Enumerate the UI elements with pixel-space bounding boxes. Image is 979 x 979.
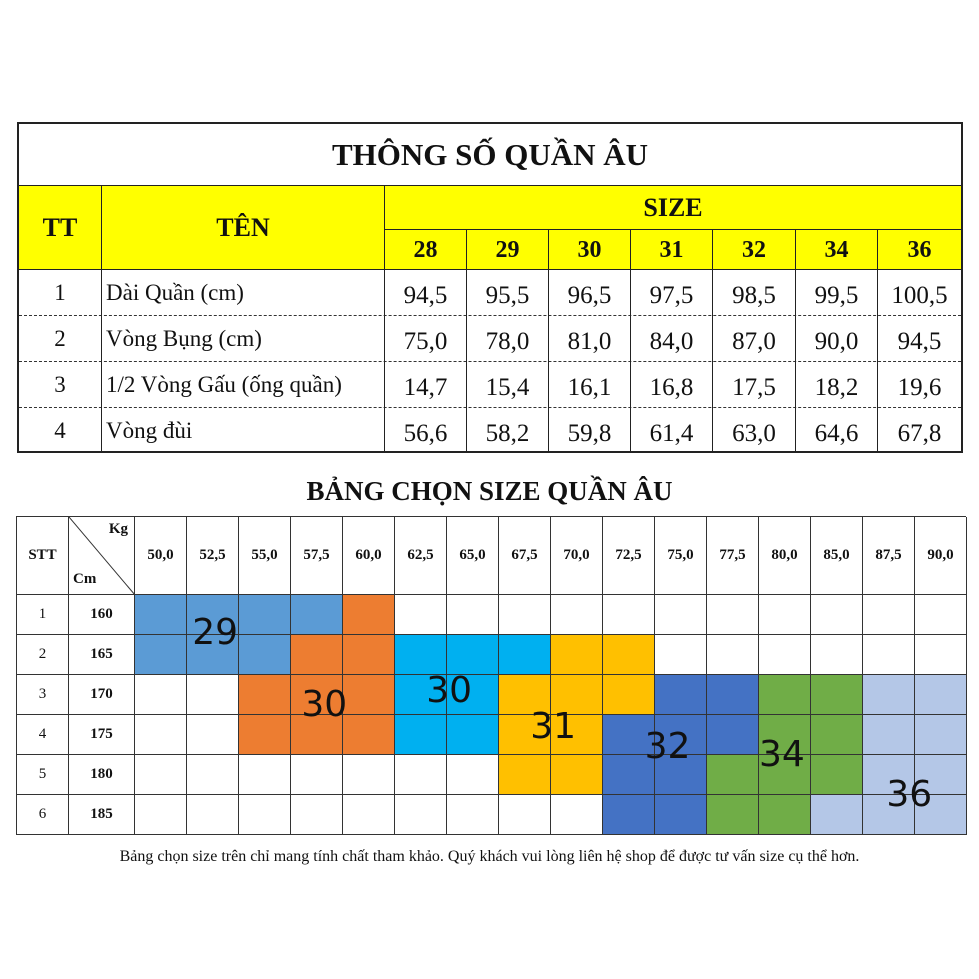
row-stt: 6 (17, 795, 69, 835)
size-zone-label: 36 (886, 774, 933, 815)
row-stt: 2 (17, 635, 69, 675)
size-cell (759, 635, 811, 675)
size-cell (551, 595, 603, 635)
size-cell (603, 675, 655, 715)
size-zone-label: 32 (644, 726, 691, 767)
cm-label: Cm (73, 571, 97, 587)
row-height: 160 (69, 595, 135, 635)
size-header-31: 31 (631, 230, 713, 270)
row-stt: 1 (17, 595, 69, 635)
row-height: 180 (69, 755, 135, 795)
size-cell (603, 595, 655, 635)
size-header-32: 32 (713, 230, 796, 270)
weight-header: 52,5 (187, 517, 239, 595)
col-ten-header: TÊN (102, 186, 385, 270)
size-cell (239, 595, 291, 635)
size-cell (759, 595, 811, 635)
kg-cm-header (69, 517, 135, 595)
spec-row-name: Vòng Bụng (cm) (102, 316, 385, 362)
size-cell (291, 755, 343, 795)
size-cell (135, 755, 187, 795)
size-cell (291, 595, 343, 635)
size-header-29: 29 (467, 230, 549, 270)
spec-row-index: 1 (19, 270, 102, 316)
spec-value: 58,2 (467, 408, 549, 453)
size-cell (707, 755, 759, 795)
spec-value: 97,5 (631, 270, 713, 316)
size-cell (863, 675, 915, 715)
size-cell (187, 715, 239, 755)
spec-value: 81,0 (549, 316, 631, 362)
spec-value: 75,0 (385, 316, 467, 362)
spec-value: 100,5 (891, 282, 948, 309)
spec-value: 16,1 (549, 362, 631, 408)
spec-value: 84,0 (631, 316, 713, 362)
size-cell (343, 675, 395, 715)
size-cell (343, 795, 395, 835)
weight-header: 80,0 (759, 517, 811, 595)
row-stt: 4 (17, 715, 69, 755)
stt-header: STT (17, 517, 69, 595)
size-cell (447, 795, 499, 835)
size-cell (915, 675, 967, 715)
size-cell (811, 675, 863, 715)
size-cell (603, 795, 655, 835)
size-cell (707, 795, 759, 835)
size-cell (915, 595, 967, 635)
kg-label: Kg (108, 521, 128, 537)
weight-header: 75,0 (655, 517, 707, 595)
size-cell (759, 675, 811, 715)
size-zone-label: 30 (426, 670, 472, 711)
spec-row-name: 1/2 Vòng Gấu (ống quần) (102, 362, 385, 408)
size-cell (551, 755, 603, 795)
disclaimer-note: Bảng chọn size trên chỉ mang tính chất tham khảo. Quý khách vui lòng liên hệ shop để được tư vấn size cụ thể hơn. (119, 848, 860, 865)
weight-header: 72,5 (603, 517, 655, 595)
weight-header: 60,0 (343, 517, 395, 595)
size-header-36: 36 (907, 236, 932, 263)
size-cell (603, 635, 655, 675)
weight-header: 67,5 (499, 517, 551, 595)
size-cell (239, 795, 291, 835)
size-cell (447, 635, 499, 675)
size-cell (811, 715, 863, 755)
size-cell (707, 675, 759, 715)
spec-row-index: 3 (19, 362, 102, 408)
spec-value: 61,4 (631, 408, 713, 453)
weight-header: 90,0 (915, 517, 967, 595)
size-cell (395, 715, 447, 755)
size-cell (239, 675, 291, 715)
size-cell (343, 715, 395, 755)
size-chooser-grid (16, 516, 966, 835)
size-spec-table (17, 122, 963, 453)
size-cell (187, 795, 239, 835)
size-cell (811, 635, 863, 675)
spec-value: 64,6 (796, 408, 878, 453)
size-cell (863, 635, 915, 675)
spec-value: 94,5 (385, 270, 467, 316)
spec-row-index: 4 (19, 408, 102, 453)
spec-row-name: Vòng đùi (102, 408, 385, 453)
spec-value: 95,5 (467, 270, 549, 316)
spec-value: 14,7 (385, 362, 467, 408)
size-zone-label: 31 (530, 706, 576, 747)
size-cell (811, 755, 863, 795)
spec-value: 94,5 (897, 328, 942, 355)
weight-header: 85,0 (811, 517, 863, 595)
size-header-34: 34 (796, 230, 878, 270)
row-height: 185 (69, 795, 135, 835)
size-header-28: 28 (385, 230, 467, 270)
size-cell (499, 755, 551, 795)
size-cell (655, 635, 707, 675)
size-cell (395, 755, 447, 795)
size-cell (863, 595, 915, 635)
size-zone-label: 30 (301, 684, 348, 725)
size-cell (447, 755, 499, 795)
col-tt-header: TT (19, 186, 102, 270)
size-cell (135, 715, 187, 755)
size-cell (551, 795, 603, 835)
spec-value: 90,0 (796, 316, 878, 362)
size-cell (707, 635, 759, 675)
col-size-header: SIZE (385, 186, 961, 230)
size-cell (343, 755, 395, 795)
size-cell (655, 675, 707, 715)
spec-row-index: 2 (19, 316, 102, 362)
size-cell (499, 635, 551, 675)
size-cell (395, 595, 447, 635)
size-cell (811, 595, 863, 635)
spec-value: 59,8 (549, 408, 631, 453)
spec-value: 67,8 (897, 419, 942, 447)
size-cell (239, 715, 291, 755)
size-cell (655, 795, 707, 835)
size-cell (499, 595, 551, 635)
weight-header: 50,0 (135, 517, 187, 595)
row-height: 170 (69, 675, 135, 715)
size-cell (343, 635, 395, 675)
weight-header: 62,5 (395, 517, 447, 595)
spec-row-name: Dài Quần (cm) (102, 270, 385, 316)
size-cell (187, 755, 239, 795)
size-cell (187, 675, 239, 715)
size-cell (135, 635, 187, 675)
weight-header: 87,5 (863, 517, 915, 595)
size-cell (811, 795, 863, 835)
weight-header: 57,5 (291, 517, 343, 595)
size-cell (759, 795, 811, 835)
size-cell (551, 635, 603, 675)
spec-value: 18,2 (796, 362, 878, 408)
table-title: THÔNG SỐ QUẦN ÂU (19, 124, 961, 186)
size-header-30: 30 (549, 230, 631, 270)
weight-header: 65,0 (447, 517, 499, 595)
spec-value: 96,5 (549, 270, 631, 316)
size-cell (135, 595, 187, 635)
weight-header: 77,5 (707, 517, 759, 595)
size-chart-title: BẢNG CHỌN SIZE QUẦN ÂU (306, 475, 673, 506)
size-cell (447, 595, 499, 635)
size-cell (707, 715, 759, 755)
size-cell (291, 635, 343, 675)
spec-value: 19,6 (897, 374, 942, 401)
spec-value: 16,8 (631, 362, 713, 408)
spec-value: 63,0 (713, 408, 796, 453)
spec-value: 87,0 (713, 316, 796, 362)
size-cell (239, 635, 291, 675)
size-cell (291, 795, 343, 835)
size-cell (447, 715, 499, 755)
size-cell (395, 635, 447, 675)
spec-value: 15,4 (467, 362, 549, 408)
row-stt: 3 (17, 675, 69, 715)
row-stt: 5 (17, 755, 69, 795)
spec-value: 17,5 (713, 362, 796, 408)
weight-header: 70,0 (551, 517, 603, 595)
size-cell (395, 795, 447, 835)
size-cell (915, 635, 967, 675)
weight-header: 55,0 (239, 517, 291, 595)
size-cell (135, 675, 187, 715)
spec-value: 78,0 (467, 316, 549, 362)
size-cell (915, 715, 967, 755)
spec-value: 98,5 (713, 270, 796, 316)
size-cell (499, 795, 551, 835)
size-cell (135, 795, 187, 835)
spec-value: 56,6 (385, 408, 467, 453)
size-cell (239, 755, 291, 795)
size-cell (863, 715, 915, 755)
row-height: 165 (69, 635, 135, 675)
row-height: 175 (69, 715, 135, 755)
size-cell (707, 595, 759, 635)
size-cell (655, 595, 707, 635)
size-zone-label: 34 (759, 734, 805, 775)
spec-value: 99,5 (796, 270, 878, 316)
size-cell (343, 595, 395, 635)
size-zone-label: 29 (192, 612, 238, 653)
